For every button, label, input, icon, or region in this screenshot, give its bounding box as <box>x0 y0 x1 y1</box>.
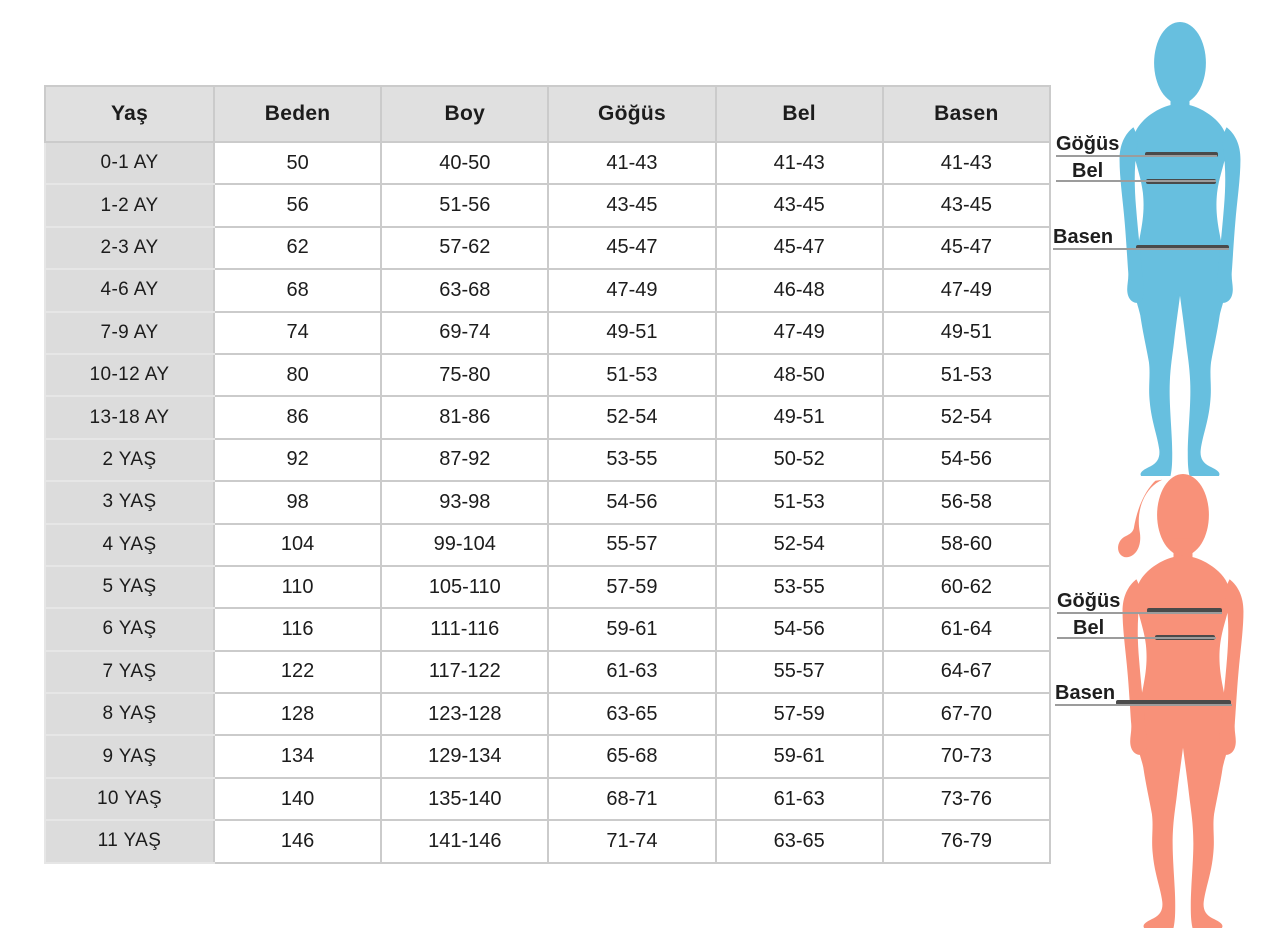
column-header: Bel <box>716 86 883 142</box>
table-row <box>45 142 1050 184</box>
value-cell: 73-76 <box>883 778 1050 820</box>
age-cell: 1-2 AY <box>45 184 214 226</box>
table-row <box>45 566 1050 608</box>
value-cell: 135-140 <box>381 778 548 820</box>
value-cell: 110 <box>214 566 381 608</box>
value-cell: 47-49 <box>548 269 715 311</box>
value-cell: 43-45 <box>716 184 883 226</box>
value-cell: 87-92 <box>381 439 548 481</box>
value-cell: 81-86 <box>381 396 548 438</box>
value-cell: 98 <box>214 481 381 523</box>
value-cell: 68-71 <box>548 778 715 820</box>
table-row <box>45 735 1050 777</box>
age-cell: 0-1 AY <box>45 142 214 184</box>
value-cell: 141-146 <box>381 820 548 862</box>
value-cell: 59-61 <box>716 735 883 777</box>
column-header: Yaş <box>45 86 214 142</box>
value-cell: 146 <box>214 820 381 862</box>
value-cell: 104 <box>214 524 381 566</box>
value-cell: 61-63 <box>716 778 883 820</box>
value-cell: 48-50 <box>716 354 883 396</box>
value-cell: 67-70 <box>883 693 1050 735</box>
value-cell: 129-134 <box>381 735 548 777</box>
value-cell: 51-56 <box>381 184 548 226</box>
age-cell: 7-9 AY <box>45 312 214 354</box>
value-cell: 62 <box>214 227 381 269</box>
table-row <box>45 524 1050 566</box>
value-cell: 49-51 <box>716 396 883 438</box>
age-cell: 9 YAŞ <box>45 735 214 777</box>
table-row <box>45 481 1050 523</box>
value-cell: 56 <box>214 184 381 226</box>
size-table-body <box>45 142 1050 863</box>
value-cell: 54-56 <box>883 439 1050 481</box>
value-cell: 61-64 <box>883 608 1050 650</box>
value-cell: 61-63 <box>548 651 715 693</box>
value-cell: 57-59 <box>548 566 715 608</box>
table-row <box>45 778 1050 820</box>
hip-label-top: Basen <box>1053 227 1229 250</box>
value-cell: 51-53 <box>883 354 1050 396</box>
value-cell: 111-116 <box>381 608 548 650</box>
age-cell: 4-6 AY <box>45 269 214 311</box>
value-cell: 50-52 <box>716 439 883 481</box>
value-cell: 134 <box>214 735 381 777</box>
value-cell: 49-51 <box>548 312 715 354</box>
value-cell: 57-62 <box>381 227 548 269</box>
value-cell: 93-98 <box>381 481 548 523</box>
value-cell: 57-59 <box>716 693 883 735</box>
value-cell: 51-53 <box>548 354 715 396</box>
size-table-head <box>45 86 1050 142</box>
table-row <box>45 269 1050 311</box>
value-cell: 53-55 <box>716 566 883 608</box>
value-cell: 52-54 <box>883 396 1050 438</box>
waist-label-top: Bel <box>1056 161 1216 182</box>
age-cell: 2 YAŞ <box>45 439 214 481</box>
value-cell: 70-73 <box>883 735 1050 777</box>
value-cell: 80 <box>214 354 381 396</box>
value-cell: 75-80 <box>381 354 548 396</box>
value-cell: 64-67 <box>883 651 1050 693</box>
value-cell: 55-57 <box>716 651 883 693</box>
value-cell: 45-47 <box>548 227 715 269</box>
column-header: Boy <box>381 86 548 142</box>
age-cell: 8 YAŞ <box>45 693 214 735</box>
value-cell: 47-49 <box>716 312 883 354</box>
age-cell: 10 YAŞ <box>45 778 214 820</box>
table-row <box>45 693 1050 735</box>
value-cell: 52-54 <box>548 396 715 438</box>
table-row <box>45 227 1050 269</box>
age-cell: 11 YAŞ <box>45 820 214 862</box>
age-cell: 5 YAŞ <box>45 566 214 608</box>
value-cell: 116 <box>214 608 381 650</box>
header-row <box>45 86 1050 142</box>
waist-label-bottom: Bel <box>1057 618 1216 639</box>
value-cell: 63-68 <box>381 269 548 311</box>
value-cell: 69-74 <box>381 312 548 354</box>
value-cell: 41-43 <box>716 142 883 184</box>
value-cell: 59-61 <box>548 608 715 650</box>
value-cell: 68 <box>214 269 381 311</box>
value-cell: 43-45 <box>883 184 1050 226</box>
value-cell: 86 <box>214 396 381 438</box>
value-cell: 49-51 <box>883 312 1050 354</box>
table-row <box>45 608 1050 650</box>
value-cell: 54-56 <box>548 481 715 523</box>
table-row <box>45 439 1050 481</box>
value-cell: 41-43 <box>548 142 715 184</box>
value-cell: 71-74 <box>548 820 715 862</box>
value-cell: 43-45 <box>548 184 715 226</box>
value-cell: 51-53 <box>716 481 883 523</box>
value-cell: 123-128 <box>381 693 548 735</box>
value-cell: 140 <box>214 778 381 820</box>
value-cell: 63-65 <box>716 820 883 862</box>
column-header: Basen <box>883 86 1050 142</box>
table-row <box>45 396 1050 438</box>
table-row <box>45 184 1050 226</box>
value-cell: 122 <box>214 651 381 693</box>
value-cell: 60-62 <box>883 566 1050 608</box>
age-cell: 4 YAŞ <box>45 524 214 566</box>
value-cell: 128 <box>214 693 381 735</box>
size-table <box>44 85 1051 864</box>
value-cell: 45-47 <box>883 227 1050 269</box>
value-cell: 55-57 <box>548 524 715 566</box>
value-cell: 46-48 <box>716 269 883 311</box>
value-cell: 54-56 <box>716 608 883 650</box>
column-header: Göğüs <box>548 86 715 142</box>
value-cell: 41-43 <box>883 142 1050 184</box>
age-cell: 3 YAŞ <box>45 481 214 523</box>
age-cell: 7 YAŞ <box>45 651 214 693</box>
value-cell: 40-50 <box>381 142 548 184</box>
value-cell: 105-110 <box>381 566 548 608</box>
chest-label-bottom: Göğüs <box>1057 591 1222 614</box>
table-row <box>45 312 1050 354</box>
value-cell: 92 <box>214 439 381 481</box>
value-cell: 99-104 <box>381 524 548 566</box>
age-cell: 6 YAŞ <box>45 608 214 650</box>
value-cell: 53-55 <box>548 439 715 481</box>
value-cell: 56-58 <box>883 481 1050 523</box>
value-cell: 76-79 <box>883 820 1050 862</box>
age-cell: 10-12 AY <box>45 354 214 396</box>
value-cell: 65-68 <box>548 735 715 777</box>
value-cell: 63-65 <box>548 693 715 735</box>
value-cell: 52-54 <box>716 524 883 566</box>
value-cell: 50 <box>214 142 381 184</box>
age-cell: 2-3 AY <box>45 227 214 269</box>
value-cell: 45-47 <box>716 227 883 269</box>
column-header: Beden <box>214 86 381 142</box>
value-cell: 117-122 <box>381 651 548 693</box>
table-row <box>45 820 1050 862</box>
age-cell: 13-18 AY <box>45 396 214 438</box>
value-cell: 47-49 <box>883 269 1050 311</box>
chest-label-top: Göğüs <box>1056 134 1217 157</box>
table-row <box>45 651 1050 693</box>
table-row <box>45 354 1050 396</box>
value-cell: 74 <box>214 312 381 354</box>
value-cell: 58-60 <box>883 524 1050 566</box>
hip-label-bottom: Basen <box>1055 683 1232 706</box>
